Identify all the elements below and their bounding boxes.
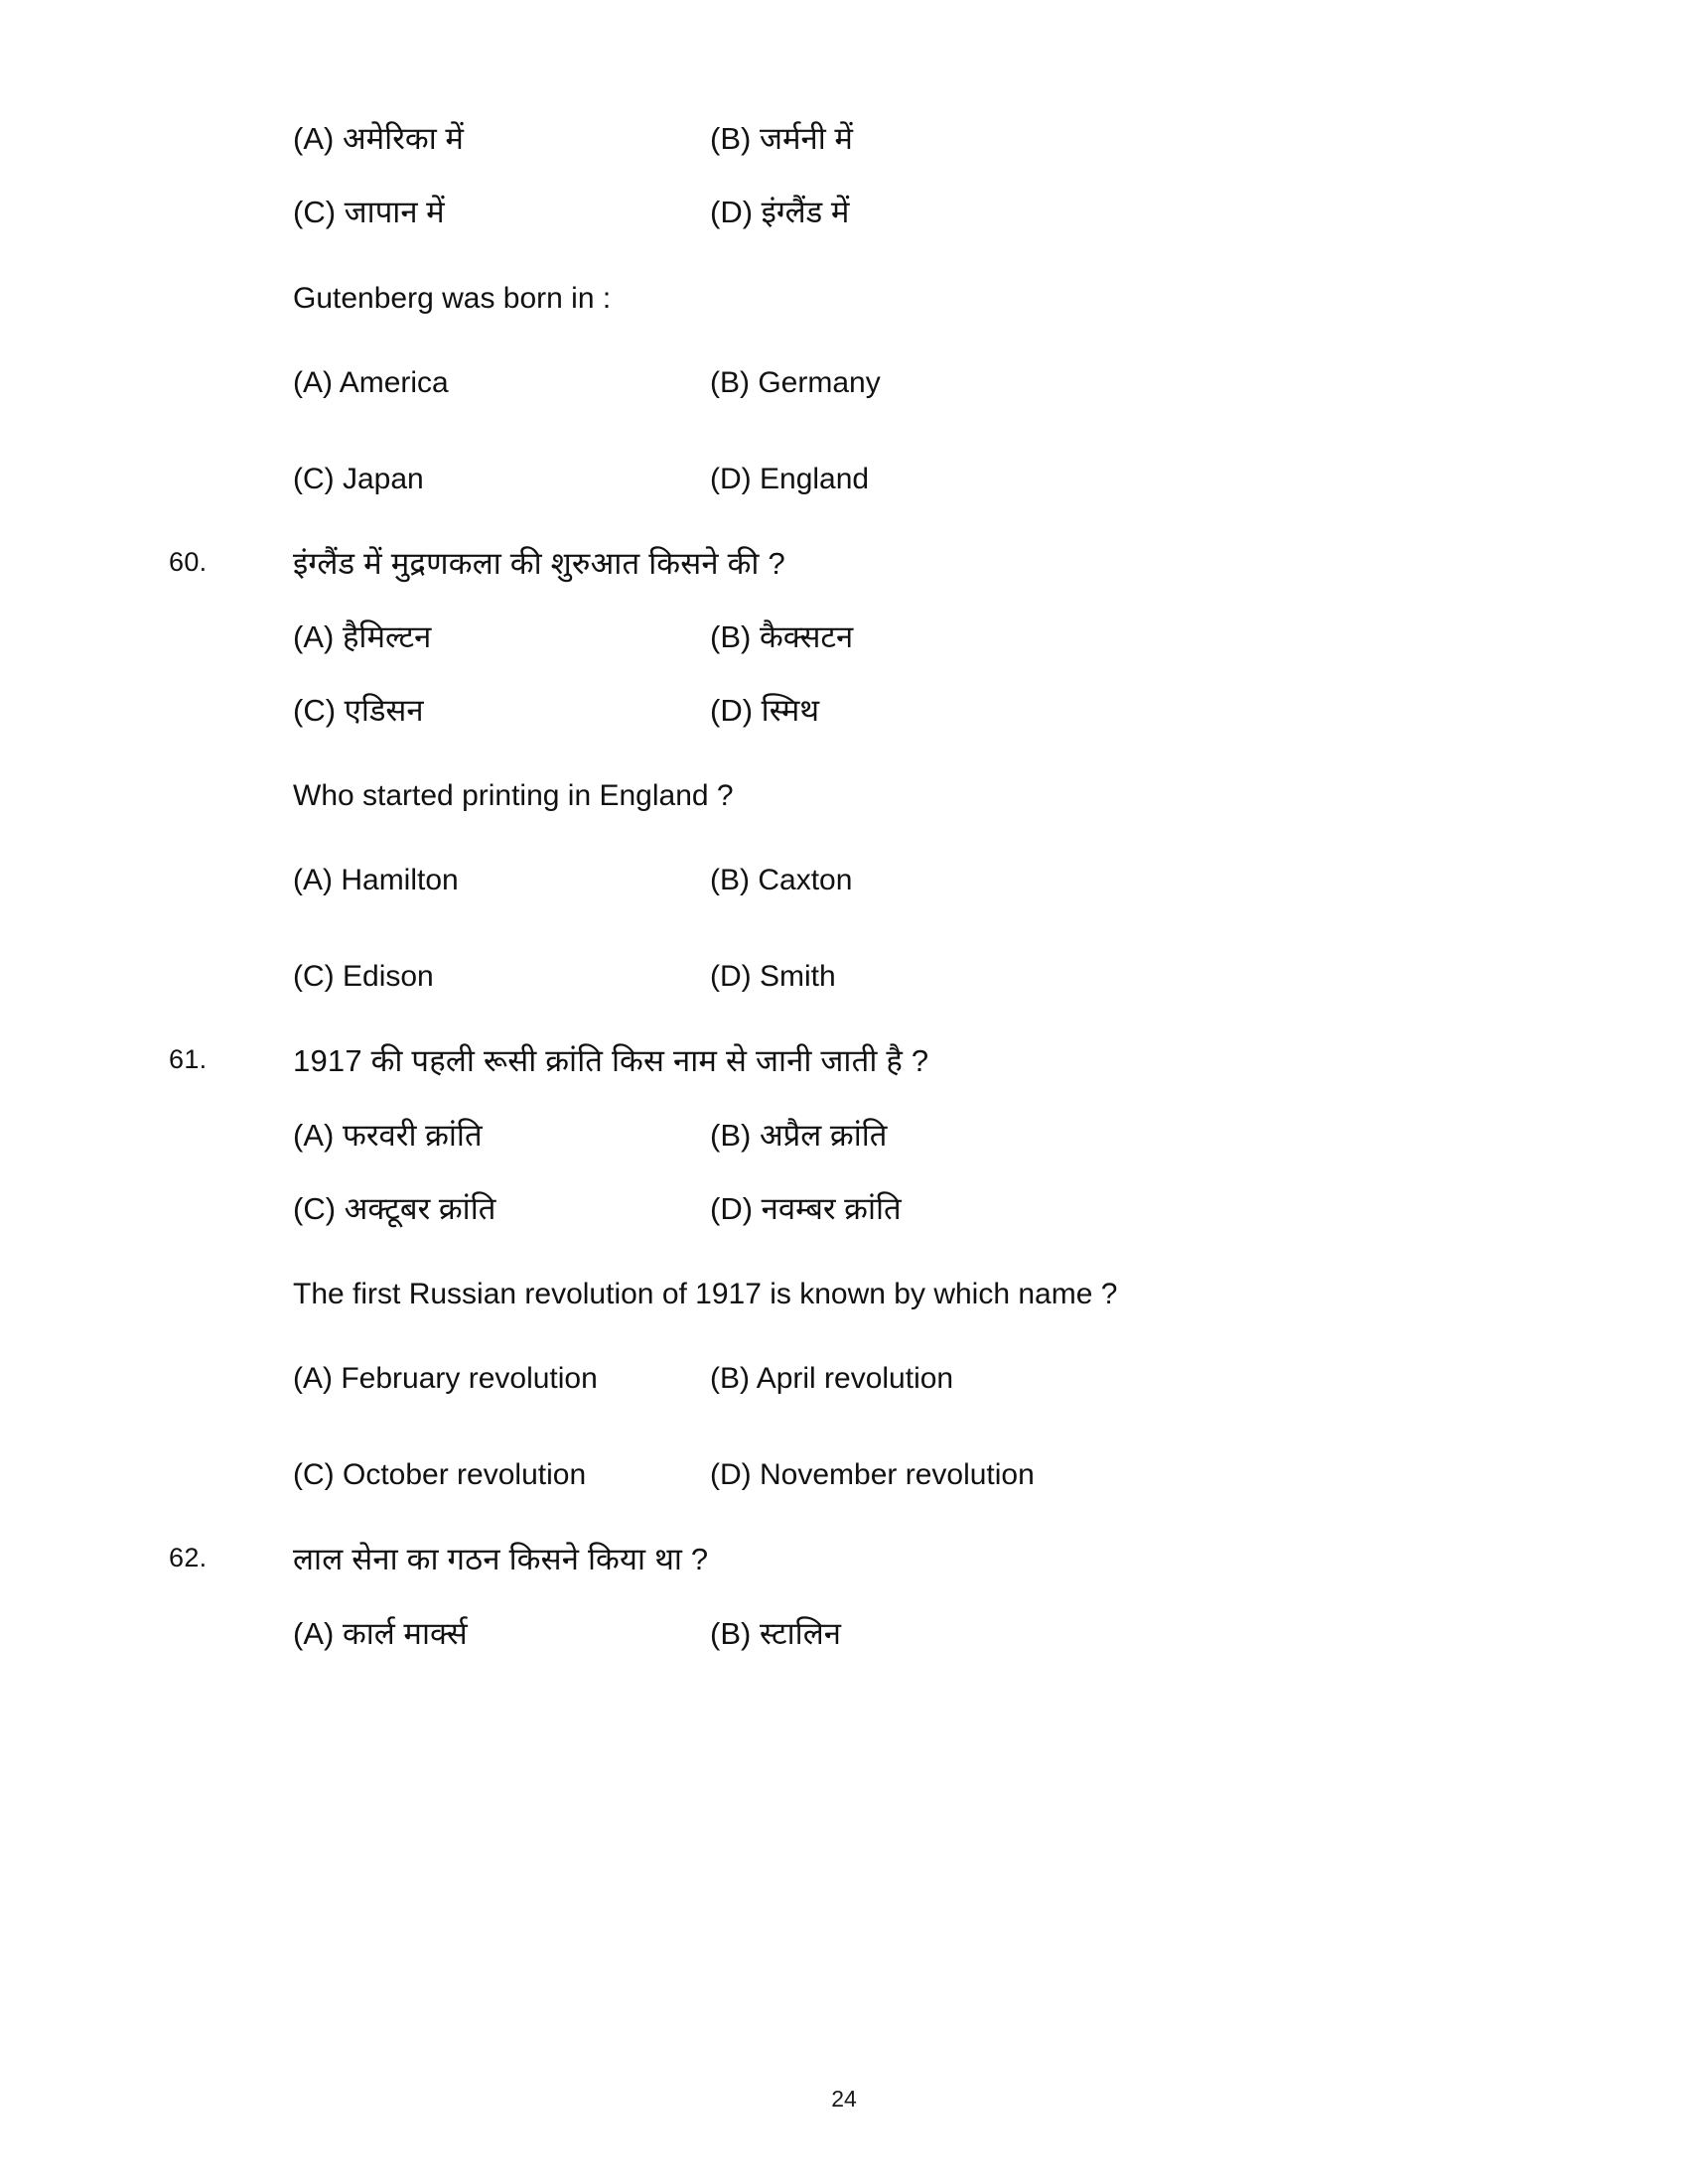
- option-text: कार्ल मार्क्स: [342, 1615, 468, 1651]
- english-options-row-2: [293, 1455, 1519, 1494]
- option-label: (A): [293, 121, 335, 156]
- option-label: (A): [293, 618, 335, 654]
- spacer: [169, 1082, 1519, 1116]
- question-number: 61.: [169, 1044, 208, 1075]
- question-stem-english: Who started printing in England ?: [293, 779, 734, 813]
- option-text: स्मिथ: [761, 693, 820, 729]
- option-c[interactable]: [293, 1455, 710, 1494]
- spacer: [169, 996, 1519, 1041]
- question-stem-english: The first Russian revolution of 1917 is known by which name ?: [293, 1278, 1118, 1311]
- option-label: (C): [293, 1458, 335, 1492]
- spacer: [169, 233, 1519, 279]
- option-label: (B): [710, 121, 752, 156]
- option-d[interactable]: [710, 1189, 1519, 1229]
- spacer: [169, 899, 1519, 957]
- spacer: [169, 584, 1519, 617]
- option-c[interactable]: [293, 957, 710, 996]
- question-stem-hindi: 1917 की पहली रूसी क्रांति किस नाम से जानी जाती है ?: [293, 1043, 929, 1079]
- spacer: [169, 402, 1519, 460]
- option-d[interactable]: [710, 691, 1519, 731]
- option-text: England: [760, 462, 870, 495]
- option-a[interactable]: [293, 1614, 710, 1654]
- english-options-row-2: [293, 957, 1519, 996]
- spacer: [169, 1313, 1519, 1359]
- option-label: (B): [710, 618, 752, 654]
- option-text: जर्मनी में: [759, 121, 853, 156]
- option-label: (A): [293, 1362, 333, 1396]
- option-text: Japan: [343, 462, 424, 495]
- english-options-row-2: [293, 460, 1519, 498]
- spacer: [169, 1156, 1519, 1189]
- option-a[interactable]: [293, 1359, 710, 1398]
- question-number: 60.: [169, 546, 208, 577]
- option-text: एडिसन: [344, 693, 424, 729]
- option-label: (B): [710, 1117, 752, 1153]
- english-options-row-1: [293, 363, 1519, 402]
- hindi-options-row-2: [293, 691, 1519, 731]
- spacer: [169, 1398, 1519, 1455]
- hindi-options-row-1: [293, 617, 1519, 657]
- option-text: Germany: [758, 365, 881, 399]
- option-label: (D): [710, 1458, 752, 1492]
- hindi-options-row-1: [293, 119, 1519, 159]
- option-label: (B): [710, 365, 750, 399]
- option-label: (B): [710, 864, 750, 897]
- spacer: [169, 1229, 1519, 1275]
- question-stem-hindi: लाल सेना का गठन किसने किया था ?: [293, 1542, 709, 1577]
- option-b[interactable]: [710, 1359, 1519, 1398]
- option-text: अप्रैल क्रांति: [759, 1117, 888, 1153]
- option-a[interactable]: [293, 617, 710, 657]
- question-number: 62.: [169, 1543, 208, 1573]
- question-stem-hindi: इंग्लैंड में मुद्रणकला की शुरुआत किसने की ?: [293, 545, 785, 581]
- spacer: [169, 815, 1519, 861]
- spacer: [169, 159, 1519, 193]
- option-text: April revolution: [756, 1362, 954, 1396]
- option-d[interactable]: [710, 460, 1519, 498]
- option-a[interactable]: [293, 363, 710, 402]
- option-a[interactable]: [293, 861, 710, 899]
- option-c[interactable]: [293, 1189, 710, 1229]
- option-b[interactable]: [710, 1116, 1519, 1156]
- question-stem-row: [169, 1041, 1519, 1081]
- option-text: कैक्सटन: [759, 618, 854, 654]
- option-text: Smith: [760, 960, 836, 994]
- option-text: Hamilton: [341, 864, 459, 897]
- option-label: (D): [710, 462, 752, 495]
- option-label: (D): [710, 1191, 754, 1227]
- spacer: [169, 1494, 1519, 1540]
- option-b[interactable]: [710, 861, 1519, 899]
- question-stem-row: [169, 1540, 1519, 1579]
- option-text: स्टालिन: [759, 1615, 841, 1651]
- option-label: (C): [293, 462, 335, 495]
- option-text: नवम्बर क्रांति: [761, 1191, 902, 1227]
- option-label: (A): [293, 1117, 335, 1153]
- hindi-options-row-1: [293, 1116, 1519, 1156]
- hindi-options-row-2: [293, 1189, 1519, 1229]
- question-continuation-block: [169, 119, 1519, 498]
- english-options-row-1: [293, 1359, 1519, 1398]
- option-text: अक्टूबर क्रांति: [344, 1191, 496, 1227]
- spacer: [169, 318, 1519, 363]
- option-d[interactable]: [710, 957, 1519, 996]
- option-b[interactable]: [710, 1614, 1519, 1654]
- option-c[interactable]: [293, 691, 710, 731]
- option-a[interactable]: [293, 119, 710, 159]
- english-options-row-1: [293, 861, 1519, 899]
- option-b[interactable]: [710, 363, 1519, 402]
- option-text: America: [339, 365, 449, 399]
- option-b[interactable]: [710, 119, 1519, 159]
- option-c[interactable]: [293, 460, 710, 498]
- option-label: (D): [710, 693, 754, 729]
- option-label: (B): [710, 1362, 750, 1396]
- option-label: (A): [293, 1615, 335, 1651]
- option-c[interactable]: [293, 193, 710, 232]
- option-d[interactable]: [710, 1455, 1519, 1494]
- option-text: हैमिल्टन: [342, 618, 432, 654]
- question-62: [169, 1540, 1519, 1654]
- option-text: November revolution: [760, 1458, 1035, 1492]
- option-text: फरवरी क्रांति: [342, 1117, 483, 1153]
- option-text: February revolution: [341, 1362, 598, 1396]
- spacer: [169, 657, 1519, 691]
- spacer: [169, 731, 1519, 776]
- spacer: [169, 1580, 1519, 1614]
- option-b[interactable]: [710, 617, 1519, 657]
- option-label: (D): [710, 195, 754, 230]
- option-text: Caxton: [758, 864, 853, 897]
- option-text: October revolution: [343, 1458, 587, 1492]
- hindi-options-row-1: [293, 1614, 1519, 1654]
- hindi-options-row-2: [293, 193, 1519, 232]
- option-label: (C): [293, 1191, 337, 1227]
- option-text: Edison: [343, 960, 434, 994]
- page-number: 24: [831, 2086, 857, 2112]
- option-label: (A): [293, 864, 333, 897]
- option-label: (A): [293, 365, 333, 399]
- option-a[interactable]: [293, 1116, 710, 1156]
- question-stem-row: [169, 544, 1519, 584]
- question-61: [169, 1041, 1519, 1494]
- option-label: (D): [710, 960, 752, 994]
- option-d[interactable]: [710, 193, 1519, 232]
- english-stem: Gutenberg was born in :: [293, 281, 612, 315]
- option-label: (C): [293, 960, 335, 994]
- option-label: (C): [293, 195, 337, 230]
- option-text: इंग्लैंड में: [761, 195, 850, 230]
- question-60: [169, 544, 1519, 997]
- option-label: (C): [293, 693, 337, 729]
- option-text: जापान में: [344, 195, 445, 230]
- option-label: (B): [710, 1615, 752, 1651]
- spacer: [169, 498, 1519, 544]
- option-text: अमेरिका में: [342, 121, 464, 156]
